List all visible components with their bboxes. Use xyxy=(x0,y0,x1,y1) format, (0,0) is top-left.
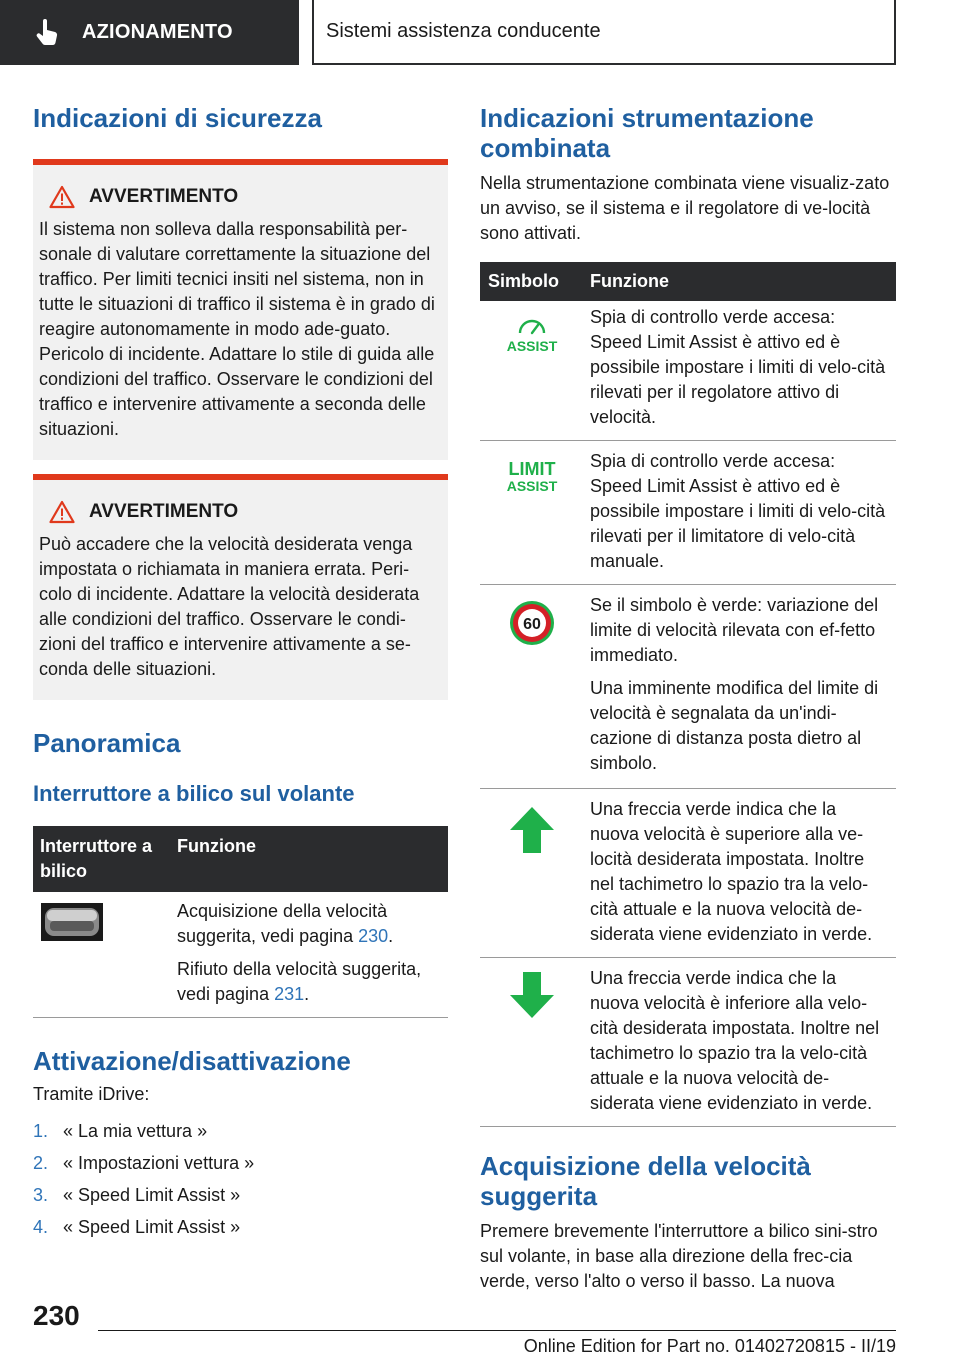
acquisition-text: Premere brevemente l'interruttore a bilico sini-stro sul volante, in base alla direzione della frec-cia verde, verso l'alto o verso il basso. La nuova xyxy=(480,1221,878,1291)
warning-box-1 xyxy=(33,159,448,460)
edition-note: Online Edition for Part no. 01402720815 - II/19 xyxy=(523,1336,896,1356)
step-text: « Speed Limit Assist » xyxy=(63,1185,241,1205)
page-link-231[interactable]: 231 xyxy=(274,984,305,1004)
assist-gauge-icon xyxy=(502,315,562,353)
period: . xyxy=(388,926,394,946)
warning-label: AVVERTIMENTO xyxy=(89,186,239,207)
function-cell: Spia di controllo verde accesa: Speed Limit Assist è attivo ed è possibile impostare i limiti di velo-cità rilevati per il regolatore attivo di velocità. xyxy=(584,301,896,441)
list-item xyxy=(33,1183,448,1208)
cluster-table xyxy=(480,262,896,1127)
activation-via: Tramite iDrive: xyxy=(33,1084,150,1104)
step-text: « Impostazioni vettura » xyxy=(63,1153,255,1173)
step-text: « Speed Limit Assist » xyxy=(63,1217,241,1237)
cluster-intro: Nella strumentazione combinata viene visualiz-zato un avviso, se il sistema e il regolatore di ve-locità sono attivati. xyxy=(480,173,890,243)
limit-assist-icon xyxy=(502,459,562,495)
period: . xyxy=(304,984,310,1004)
assist-label: ASSIST xyxy=(506,338,558,353)
symbol-cell xyxy=(480,789,584,958)
step-number: 2. xyxy=(33,1153,49,1173)
rocker-col-switch: Interruttore a bilico xyxy=(33,826,171,892)
function-text: Una imminente modifica del limite di velocità è segnalata da un'indi-cazione di distanza posta dietro al simbolo. xyxy=(590,678,879,773)
warning-box-2 xyxy=(33,474,448,700)
rocker-accept-text: Acquisizione della velocità suggerita, vedi pagina xyxy=(177,901,388,946)
table-row xyxy=(33,892,448,1018)
symbol-cell xyxy=(480,301,584,441)
rocker-col-function: Funzione xyxy=(171,826,448,892)
arrow-up-icon xyxy=(507,805,557,855)
section-title: AZIONAMENTO xyxy=(82,21,233,43)
step-number: 4. xyxy=(33,1217,49,1237)
warning-triangle-icon xyxy=(49,500,75,524)
function-text: Se il simbolo è verde: variazione del limite di velocità rilevata con ef-fetto immediato. xyxy=(590,595,879,665)
rocker-heading: Interruttore a bilico sul volante xyxy=(33,781,355,806)
warning-text: Il sistema non solleva dalla responsabilità per-sonale di valutare correttamente la situazione del traffico. Per limiti tecnici insiti nel sistema, non in tutte le situazioni di traffico il sistema è in grado di reagire autonomamente in modo ade-guato. Pericolo di incidente. Adattare lo stile di guida alle condizioni del traffico. Osservare le condizioni del traffico e intervenire attivamente a seconda delle situazioni. xyxy=(39,219,435,439)
activation-heading: Attivazione/disattivazione xyxy=(33,1046,351,1076)
chapter-title: Sistemi assistenza conducente xyxy=(326,20,601,42)
warning-header xyxy=(49,185,442,209)
table-row xyxy=(480,789,896,958)
arrow-down-icon xyxy=(507,970,557,1020)
warning-text: Può accadere che la velocità desiderata venga impostata o richiamata in maniera errata. Peri-colo di incidente. Adattare la velocità desiderata alle condizioni del traffico. Osservare le condi-zioni del traffico e intervenire attivamente a se-conda delle situazioni. xyxy=(39,534,420,679)
function-cell: Spia di controllo verde accesa: Speed Limit Assist è attivo ed è possibile impostare i limiti di velo-cità rilevati per il limitatore di velo-cità manuale. xyxy=(584,441,896,585)
speed-value: 60 xyxy=(523,616,541,633)
rocker-switch-icon xyxy=(40,902,104,942)
warning-label: AVVERTIMENTO xyxy=(89,501,239,522)
symbol-cell xyxy=(480,958,584,1127)
table-row xyxy=(480,585,896,789)
assist-label: ASSIST xyxy=(506,478,558,494)
rocker-table xyxy=(33,826,448,1018)
table-row xyxy=(480,441,896,585)
overview-heading: Panoramica xyxy=(33,728,181,758)
limit-label: LIMIT xyxy=(508,459,556,479)
function-cell xyxy=(584,585,896,789)
symbol-cell xyxy=(480,585,584,789)
list-item xyxy=(33,1215,448,1240)
page-number: 230 xyxy=(33,1300,80,1331)
list-item xyxy=(33,1119,448,1144)
step-number: 3. xyxy=(33,1185,49,1205)
warning-header xyxy=(49,500,442,524)
left-column xyxy=(33,103,448,1247)
step-number: 1. xyxy=(33,1121,49,1141)
cluster-col-function: Funzione xyxy=(584,262,896,301)
warning-triangle-icon xyxy=(49,185,75,209)
table-row xyxy=(480,958,896,1127)
section-tab xyxy=(0,0,299,65)
function-cell: Una freccia verde indica che la nuova velocità è superiore alla ve-locità desiderata impostata. Inoltre nel tachimetro lo spazio tra la velo-cità attuale e la nuova velocità de-siderata viene evidenziato in verde. xyxy=(584,789,896,958)
cluster-col-symbol: Simbolo xyxy=(480,262,584,301)
step-text: « La mia vettura » xyxy=(63,1121,208,1141)
speed-limit-sign-icon xyxy=(508,599,556,647)
symbol-cell xyxy=(480,441,584,585)
chapter-tab xyxy=(312,0,896,65)
hand-pointer-icon xyxy=(32,18,62,48)
function-cell: Una freccia verde indica che la nuova velocità è inferiore alla velo-cità desiderata impostata. Inoltre nel tachimetro lo spazio tra la velo-cità attuale e la nuova velocità de-siderata viene evidenziato in verde. xyxy=(584,958,896,1127)
safety-heading: Indicazioni di sicurezza xyxy=(33,103,322,133)
footer-divider xyxy=(98,1330,896,1331)
rocker-icon-cell xyxy=(33,892,171,1018)
rocker-reject-text: Rifiuto della velocità suggerita, vedi pagina xyxy=(177,959,422,1004)
cluster-heading: Indicazioni strumentazione combinata xyxy=(480,103,814,163)
right-column xyxy=(480,103,896,1294)
list-item xyxy=(33,1151,448,1176)
table-row xyxy=(480,301,896,441)
rocker-function-cell xyxy=(171,892,448,1018)
acquisition-heading: Acquisizione della velocità suggerita xyxy=(480,1151,811,1211)
activation-steps xyxy=(33,1119,448,1240)
page-link-230[interactable]: 230 xyxy=(358,926,389,946)
